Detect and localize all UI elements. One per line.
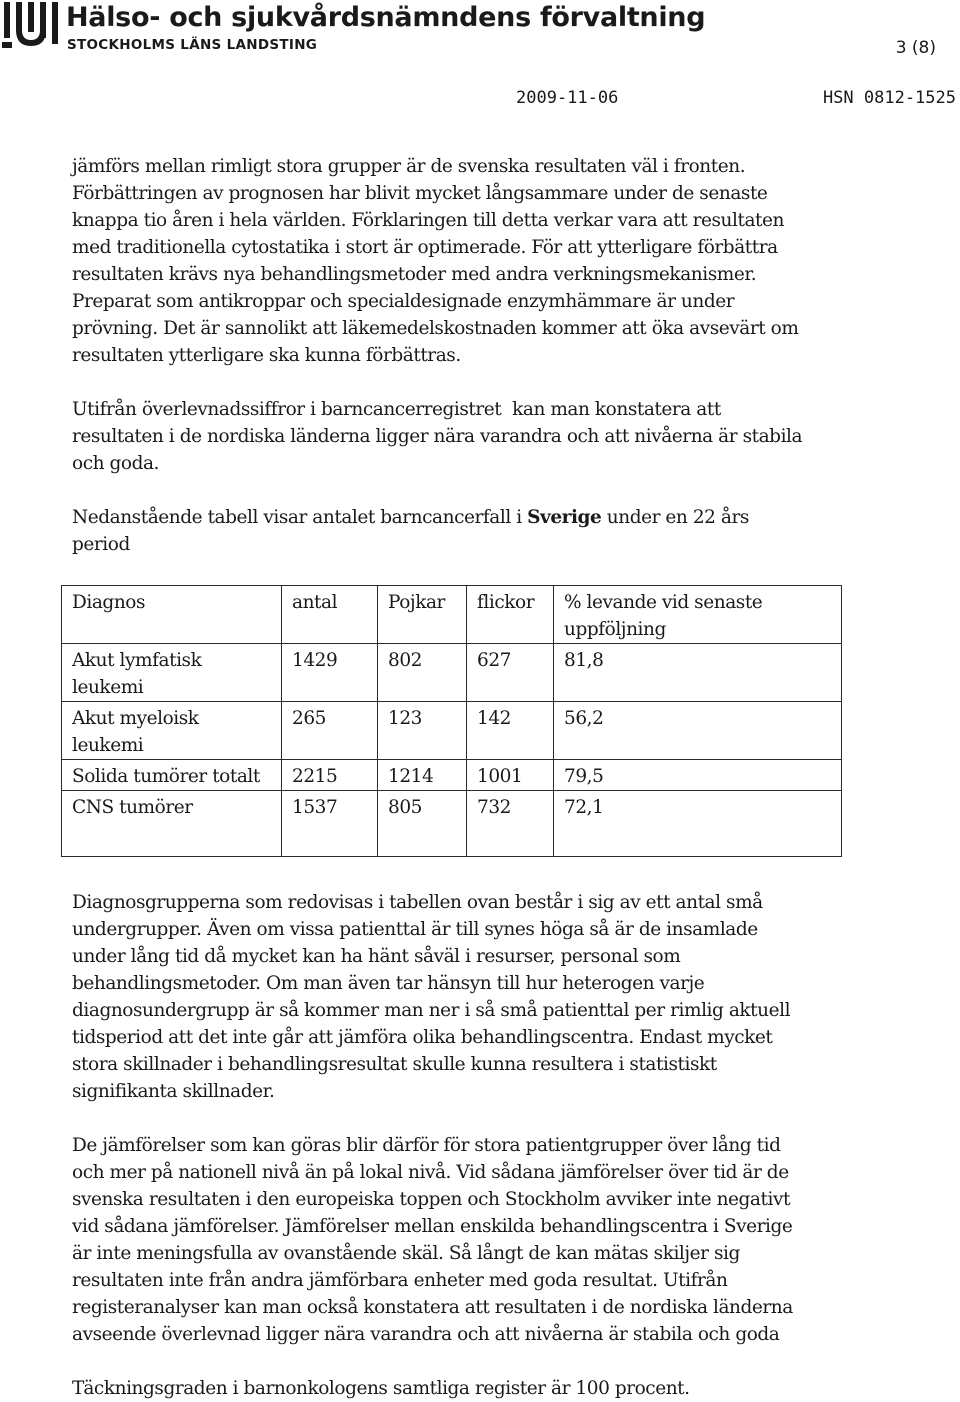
document-header — [0, 0, 960, 110]
table-row — [62, 644, 842, 702]
text-line: knappa tio åren i hela världen. Förklaringen till detta verkar vara att resultaten — [72, 210, 784, 231]
document-reference: HSN 0812-1525 — [822, 88, 956, 108]
paragraph-6: Täckningsgraden i barnonkologens samtliga register är 100 procent. — [72, 1378, 690, 1399]
table-cell: 2215 — [282, 760, 378, 791]
text-line: resultaten ytterligare ska kunna förbättras. — [72, 345, 461, 366]
text-line: resultaten inte från andra jämförbara enheter med goda resultat. Utifrån — [72, 1270, 728, 1291]
paragraph-5 — [72, 1132, 872, 1348]
text-line: Utifrån överlevnadssiffror i barncancerregistret kan man konstatera att — [72, 399, 721, 420]
table-cell: 81,8 — [554, 644, 842, 702]
text-line: undergrupper. Även om vissa patienttal är till synes höga så är de insamlade — [72, 919, 758, 940]
table-cell: 1214 — [378, 760, 467, 791]
document-date: 2009-11-06 — [516, 88, 619, 108]
text-line: De jämförelser som kan göras blir därför för stora patientgrupper över lång tid — [72, 1135, 781, 1156]
text-line: och mer på nationell nivå än på lokal nivå. Vid sådana jämförelser över tid är de — [72, 1162, 789, 1183]
table-cell: 142 — [467, 702, 554, 760]
table-cell: 732 — [467, 791, 554, 857]
cell-line: leukemi — [72, 677, 144, 698]
paragraph-2 — [72, 396, 872, 477]
column-header — [554, 586, 842, 644]
table-cell — [62, 644, 282, 702]
text-line: period — [72, 534, 130, 555]
column-header: Diagnos — [62, 586, 282, 644]
table-cell: Solida tumörer totalt — [62, 760, 282, 791]
cell-line: leukemi — [72, 735, 144, 756]
table-header-row — [62, 586, 842, 644]
table-cell: CNS tumörer — [62, 791, 282, 857]
table-row — [62, 791, 842, 857]
document-body — [72, 153, 872, 1402]
page-number: 3 (8) — [895, 38, 936, 58]
organization-subtitle: STOCKHOLMS LÄNS LANDSTING — [67, 37, 318, 53]
text-line: under lång tid då mycket kan ha hänt såväl i resurser, personal som — [72, 946, 681, 967]
column-header: antal — [282, 586, 378, 644]
table-cell: 56,2 — [554, 702, 842, 760]
text-line: Diagnosgrupperna som redovisas i tabellen ovan består i sig av ett antal små — [72, 892, 763, 913]
text-line: och goda. — [72, 453, 159, 474]
table-cell: 1537 — [282, 791, 378, 857]
paragraph-4 — [72, 889, 872, 1105]
text-line: Preparat som antikroppar och specialdesignade enzymhämmare är under — [72, 291, 735, 312]
table-cell: 123 — [378, 702, 467, 760]
text-line: Förbättringen av prognosen har blivit mycket långsammare under de senaste — [72, 183, 768, 204]
text-line: vid sådana jämförelser. Jämförelser mellan enskilda behandlingscentra i Sverige — [72, 1216, 793, 1237]
column-header: flickor — [467, 586, 554, 644]
table-row — [62, 702, 842, 760]
text-line: svenska resultaten i den europeiska toppen och Stockholm avviker inte negativt — [72, 1189, 790, 1210]
text-line: jämförs mellan rimligt stora grupper är de svenska resultaten väl i fronten. — [72, 156, 746, 177]
table-row — [62, 760, 842, 791]
table-cell: 265 — [282, 702, 378, 760]
text-line: behandlingsmetoder. Om man även tar hänsyn till hur heterogen varje — [72, 973, 705, 994]
text-segment: under en 22 års — [601, 507, 749, 528]
column-header-line: % levande vid senaste — [564, 592, 763, 613]
text-line: är inte meningsfulla av ovanstående skäl. Så långt de kan mätas skiljer sig — [72, 1243, 740, 1264]
cell-line: Akut myeloisk — [72, 708, 199, 729]
country-emphasis: Sverige — [527, 507, 602, 528]
text-line: resultaten krävs nya behandlingsmetoder med andra verkningsmekanismer. — [72, 264, 757, 285]
text-line: med traditionella cytostatika i stort är optimerade. För att ytterligare förbättra — [72, 237, 778, 258]
table-cell: 805 — [378, 791, 467, 857]
text-segment: Nedanstående tabell visar antalet barncancerfall i — [72, 507, 528, 528]
text-line: diagnosundergrupp är så kommer man ner i så små patienttal per rimlig aktuell — [72, 1000, 791, 1021]
table-cell — [62, 702, 282, 760]
table-cell: 1001 — [467, 760, 554, 791]
text-line: registeranalyser kan man också konstatera att resultaten i de nordiska länderna — [72, 1297, 793, 1318]
cell-line: Akut lymfatisk — [72, 650, 202, 671]
paragraph-3 — [72, 504, 872, 558]
table-cell: 1429 — [282, 644, 378, 702]
text-line: prövning. Det är sannolikt att läkemedelskostnaden kommer att öka avsevärt om — [72, 318, 799, 339]
table-cell: 627 — [467, 644, 554, 702]
organization-name: Hälso- och sjukvårdsnämndens förvaltning — [66, 2, 706, 33]
text-line: resultaten i de nordiska länderna ligger nära varandra och att nivåerna är stabila — [72, 426, 803, 447]
table-cell: 79,5 — [554, 760, 842, 791]
text-line: avseende överlevnad ligger nära varandra och att nivåerna är stabila och goda — [72, 1324, 780, 1345]
text-line: tidsperiod att det inte går att jämföra olika behandlingscentra. Endast mycket — [72, 1027, 773, 1048]
text-line: signifikanta skillnader. — [72, 1081, 275, 1102]
cancer-cases-table — [61, 585, 842, 857]
column-header-line: uppföljning — [564, 619, 666, 640]
sll-logo-icon — [2, 2, 62, 50]
table-cell: 72,1 — [554, 791, 842, 857]
text-line: stora skillnader i behandlingsresultat skulle kunna resultera i statistiskt — [72, 1054, 717, 1075]
table-cell: 802 — [378, 644, 467, 702]
column-header: Pojkar — [378, 586, 467, 644]
paragraph-1 — [72, 153, 872, 369]
